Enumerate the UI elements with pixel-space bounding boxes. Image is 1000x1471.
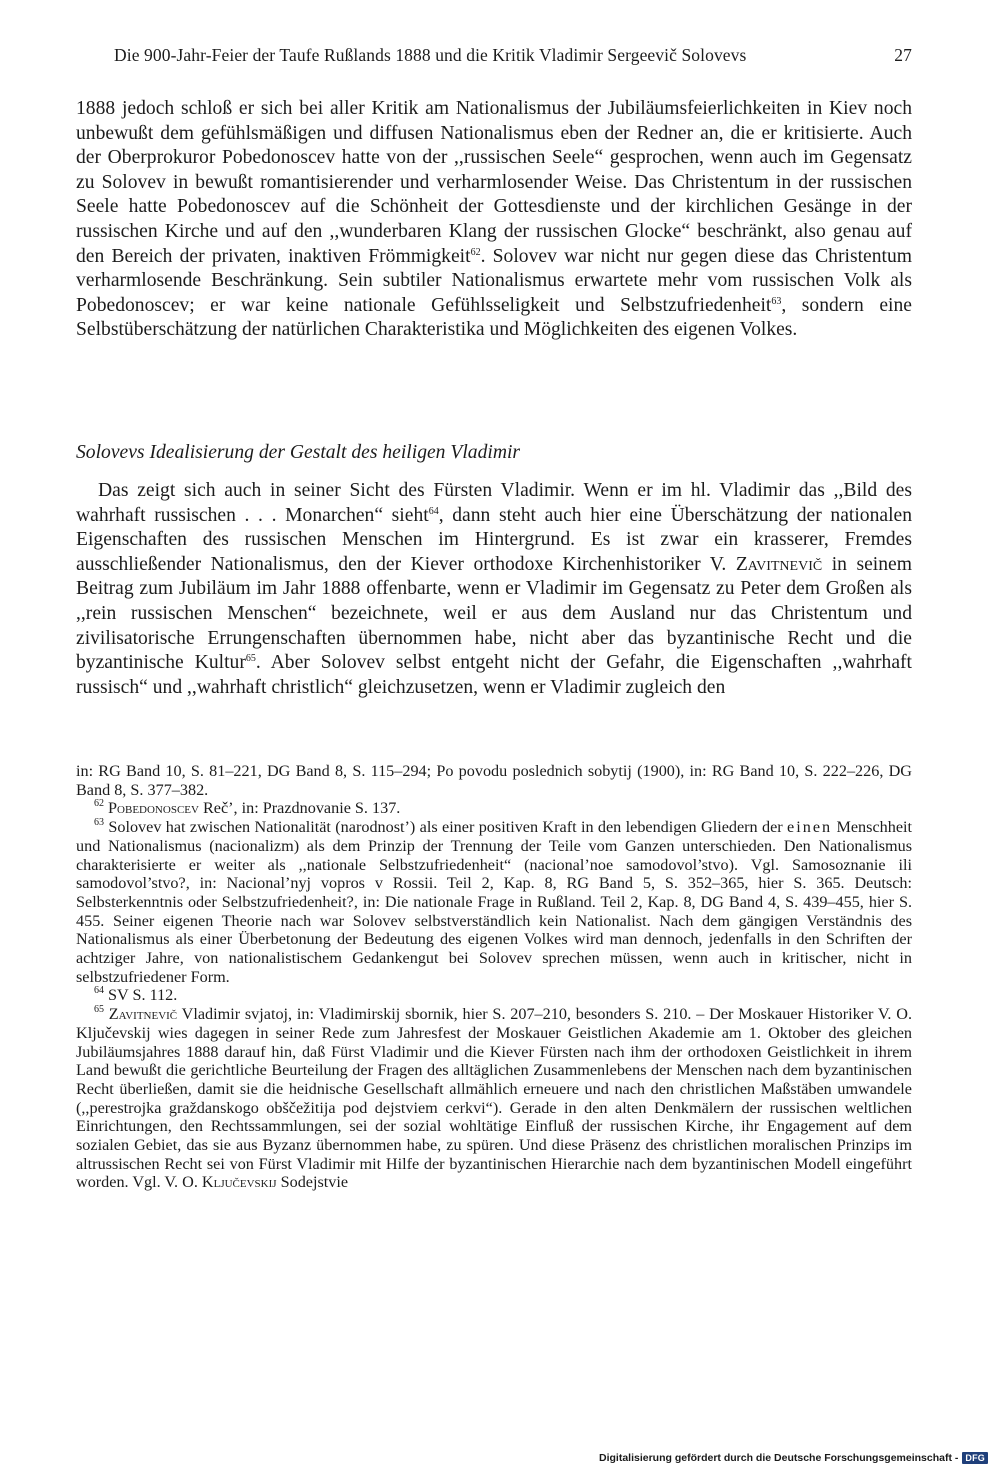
footnote-63 xyxy=(76,818,912,986)
body-text xyxy=(76,97,912,343)
footnote-number: 62 xyxy=(94,798,104,810)
paragraph-2 xyxy=(76,479,912,700)
paragraph-2-text-a: Das zeigt sich auch in seiner Sicht des Fürsten Vladimir. Wenn er im hl. Vladimir das ,,Bild des wahrhaft russischen . . . Monarchen“ sieht xyxy=(76,480,912,526)
footnote-ref-62: 62 xyxy=(470,246,481,258)
footnote-64 xyxy=(76,986,912,1005)
digitization-credit xyxy=(599,1450,988,1466)
footnote-text: Vladimir svjatoj, in: Vladimirskij sbornik, hier S. 207–210, besonders S. 210. – Der Moskauer Historiker V. O. Ključevskij wies dagegen in seiner Rede zum Jahresfest der Moskauer Geistlichen Akademie am 1. Oktober des gleichen Jubiläumsjahres 1888 darauf hin, daß Fürst Vladimir und die Kiever Fürsten nach ihm der orthodoxen Geistlichkeit in ihrem Land bewußt die gerichtliche Beurteilung der Fragen des alltäglichen Zusammenlebens der Menschen nach dem byzantinischen Recht überließen, damit sie die heidnische Gesellschaft allmählich erneuere und nach den christlichen Maßstäben umwandele (,,perestrojka graždanskogo obščežitija pod dejstviem cerkvi“). Gerade in den alten Denkmälern der russischen weltlichen Einrichtungen, den Rechtssammlungen, sei der sozial wohltätige Einfluß der russischen Kirche, ihr Engagement auf dem sozialen Gebiet, das sie aus Byzanz übernommen habe, zu spüren. Und diese Präsenz des christlichen moralischen Prinzips im altrussischen Recht sei von Fürst Vladimir mit Hilfe der byzantinischen Hierarchie nach dem byzantinischen Modell eingeführt worden. Vgl. V. O. xyxy=(76,1005,913,1192)
running-title: Die 900-Jahr-Feier der Taufe Rußlands 1888 und die Kritik Vladimir Sergeevič Solovevs xyxy=(114,45,747,65)
footnote-ref-64: 64 xyxy=(428,505,439,517)
paragraph-2-text-d: . Aber Solovev selbst entgeht nicht der Gefahr, die Eigenschaften ,,wahrhaft russisch“ und ,,wahrhaft christlich“ gleichzusetzen, wenn er Vladimir zugleich den xyxy=(76,652,912,698)
footnote-65 xyxy=(76,1005,912,1192)
section-heading: Solovevs Idealisierung der Gestalt des heiligen Vladimir xyxy=(76,442,521,463)
credit-text: Digitalisierung gefördert durch die Deutsche Forschungsgemeinschaft - xyxy=(599,1452,959,1464)
footnote-number: 63 xyxy=(94,817,104,829)
footnote-text: SV S. 112. xyxy=(104,986,178,1005)
footnote-62 xyxy=(76,799,912,818)
running-head xyxy=(114,45,912,75)
paragraph-1 xyxy=(76,97,912,343)
footnote-ref-65: 65 xyxy=(245,653,256,665)
dfg-logo-icon: DFG xyxy=(962,1452,988,1464)
author-name: Zavitnevič xyxy=(735,553,823,575)
paragraph-1-text-c: , sondern eine Selbstüberschätzung der natürlichen Charakteristika und Möglichkeiten des eigenen Volkes. xyxy=(76,294,912,341)
paragraph-2-text-b: , dann steht auch hier eine Überschätzung der nationalen Eigenschaften des russischen Menschen im Hintergrund. Es ist zwar ein krasserer, Fremdes ausschließender Nationalismus, den der Kiever orthodoxe Kirchenhistoriker V. xyxy=(76,504,913,575)
page-number: 27 xyxy=(894,45,912,65)
paragraph-2-text-c: in seinem Beitrag zum Jubiläum im Jahr 1888 offenbarte, wenn er Vladimir im Gegensatz zu Peter dem Großen als ,,rein russischen Menschen“ bezeichnete, weil er aus dem Ausland nur das Christentum und zivilisatorische Errungenschaften übernommen habe, nicht aber das byzantinische Recht und die byzantinische Kultur xyxy=(76,553,912,674)
footnote-number: 64 xyxy=(94,985,104,997)
footnote-number: 65 xyxy=(94,1004,104,1016)
author-name: Zavitnevič xyxy=(108,1005,178,1024)
author-name: Pobedonoscev xyxy=(108,799,199,818)
footnote-text: Reč’, in: Prazdnovanie S. 137. xyxy=(198,799,401,818)
body-text-2 xyxy=(76,479,912,700)
footnote-continuation: in: RG Band 10, S. 81–221, DG Band 8, S. 115–294; Po povodu poslednich sobytij (1900), in: RG Band 10, S. 222–226, DG Band 8, S. 377–382. xyxy=(76,762,912,799)
footnote-text: Solovev hat zwischen Nationalität (narodnost’) als einer positiven Kraft in den lebendigen Gliedern der xyxy=(104,818,788,837)
emphasis-spaced: einen xyxy=(787,818,833,837)
footnotes xyxy=(76,762,912,1192)
paragraph-1-text-a: 1888 jedoch schloß er sich bei aller Kritik am Nationalismus der Jubiläumsfeierlichkeiten in Kiev noch unbewußt dem gefühlsmäßigen und diffusen Nationalismus eben der Redner an, die er kritisierte. Auch der Oberprokuror Pobedonoscev hatte von der ,,russischen Seele“ gesprochen, wenn auch im Gegensatz zu Solovev in bewußt romantisierender und verharmlosender Weise. Das Christentum in der russischen Seele hatte Pobedonoscev auf die Schönheit der Gottesdienste und der kirchlichen Gesänge in der russischen Kirche und auf den ,,wunderbaren Klang der russischen Glocke“ beschränkt, also genau auf den Bereich der privaten, inaktiven Frömmigkeit xyxy=(76,98,912,267)
footnote-ref-63: 63 xyxy=(771,295,782,307)
footnote-text: Menschheit und Nationalismus (nacionalizm) als dem Prinzip der Trennung der Teile vom Ganzen unterschieden. Den Nationalismus charakterisierte er weiter als ,,nationale Selbstzufriedenheit“ (nacional’noe samodovol’stvo). Vgl. Samosoznanie ili samodovol’stvo?, in: Nacional’nyj vopros v Rossii. Teil 2, Kap. 8, RG Band 5, S. 352–365, hier S. 365. Deutsch: Selbsterkenntnis oder Selbstzufriedenheit?, in: Die nationale Frage in Rußland. Teil 2, Kap. 8, DG Band 4, S. 439–455, hier S. 455. Seiner eigenen Theorie nach war Solovev selbstverständlich kein Nationalist. Nach dem gängigen Verständnis des Nationalismus als einer Überbetonung der Bedeutung des eigenen Volkes wird man dennoch, jedenfalls in den Schriften der achtziger Jahre, von nationalistischem Gedankengut bei Solovev sprechen müssen, wenn auch in kritischer, nicht in selbstzufriedener Form. xyxy=(76,818,912,986)
paragraph-1-text-b: . Solovev war nicht nur gegen diese das Christentum verharmlosende Beschränkung. Sein subtiler Nationalismus erwartete mehr vom russischen Volk als Pobedonoscev; er war keine nationale Gefühlsseligkeit und Selbstzufriedenheit xyxy=(76,245,912,316)
footnote-text: Sodejstvie xyxy=(276,1173,349,1192)
author-name: Ključevskij xyxy=(201,1173,277,1192)
